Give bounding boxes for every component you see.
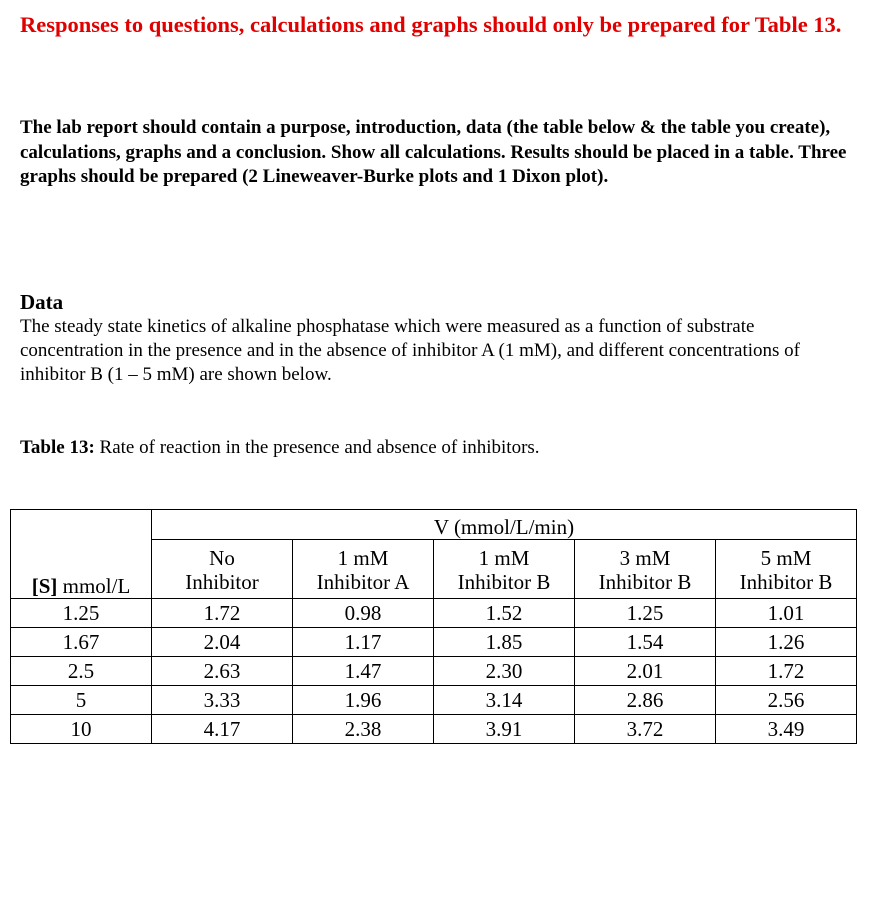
column-header-line2: Inhibitor B [457,570,551,594]
table-row [11,657,857,686]
table-cell: 2.86 [575,686,716,715]
table-cell: 1.01 [716,599,857,628]
table-cell: 2.63 [152,657,293,686]
table-row [11,715,857,744]
table-cell: 1.47 [293,657,434,686]
data-section-text: The steady state kinetics of alkaline phosphatase which were measured as a function of substrate concentration in the presence and in the absence of inhibitor A (1 mM), and different concentrations of inhibitor B (1 – 5 mM) are shown below. [20,316,800,385]
substrate-header-symbol: [S] [31,574,58,598]
table-cell: 1.52 [434,599,575,628]
table-cell: 1.72 [716,657,857,686]
notice-heading: Responses to questions, calculations and graphs should only be prepared for Table 13. [20,12,842,37]
column-header-line2: Inhibitor [185,570,259,594]
table-cell: 4.17 [152,715,293,744]
table-super-header-row [11,510,857,540]
column-header-line1: No [209,546,235,570]
table-cell: 1.85 [434,628,575,657]
table-cell: 1.26 [716,628,857,657]
table-cell: 1.96 [293,686,434,715]
column-header-line2: Inhibitor B [739,570,833,594]
table-caption-text: Rate of reaction in the presence and absence of inhibitors. [94,437,540,458]
table-cell: 3.49 [716,715,857,744]
report-instructions: The lab report should contain a purpose, introduction, data (the table below & the table you create), calculations, graphs and a conclusion. Show all calculations. Results should be placed in a table. Three graphs should be prepared (2 Lineweaver-Burke plots and 1 Dixon plot). [20,117,847,187]
column-header-line2: Inhibitor B [598,570,692,594]
column-header [434,540,575,599]
table-row [11,686,857,715]
table-cell: 2.5 [11,657,152,686]
table-cell: 3.33 [152,686,293,715]
table-cell: 1.67 [11,628,152,657]
table-cell: 2.38 [293,715,434,744]
column-header-line1: 3 mM [619,546,671,570]
column-header [575,540,716,599]
table-cell: 3.91 [434,715,575,744]
table-row [11,628,857,657]
table-cell: 3.14 [434,686,575,715]
column-header [293,540,434,599]
table-cell: 1.54 [575,628,716,657]
table-cell: 1.72 [152,599,293,628]
table-cell: 5 [11,686,152,715]
column-header-line1: 1 mM [337,546,389,570]
column-header [716,540,857,599]
substrate-column-header [11,510,152,599]
table-cell: 2.30 [434,657,575,686]
table-caption [20,436,540,460]
table-cell: 3.72 [575,715,716,744]
table-cell: 2.56 [716,686,857,715]
table-row [11,599,857,628]
substrate-header-unit: mmol/L [57,574,131,598]
table-cell: 1.25 [575,599,716,628]
table-cell: 10 [11,715,152,744]
table-cell: 2.01 [575,657,716,686]
rate-table [10,509,857,744]
table-cell: 1.25 [11,599,152,628]
column-header-line2: Inhibitor A [316,570,410,594]
column-header-line1: 1 mM [478,546,530,570]
velocity-super-header: V (mmol/L/min) [152,510,857,540]
table-cell: 1.17 [293,628,434,657]
table-cell: 0.98 [293,599,434,628]
data-section-heading: Data [20,290,64,314]
column-header-line1: 5 mM [760,546,812,570]
table-cell: 2.04 [152,628,293,657]
column-header [152,540,293,599]
table-caption-label: Table 13: [20,437,95,458]
